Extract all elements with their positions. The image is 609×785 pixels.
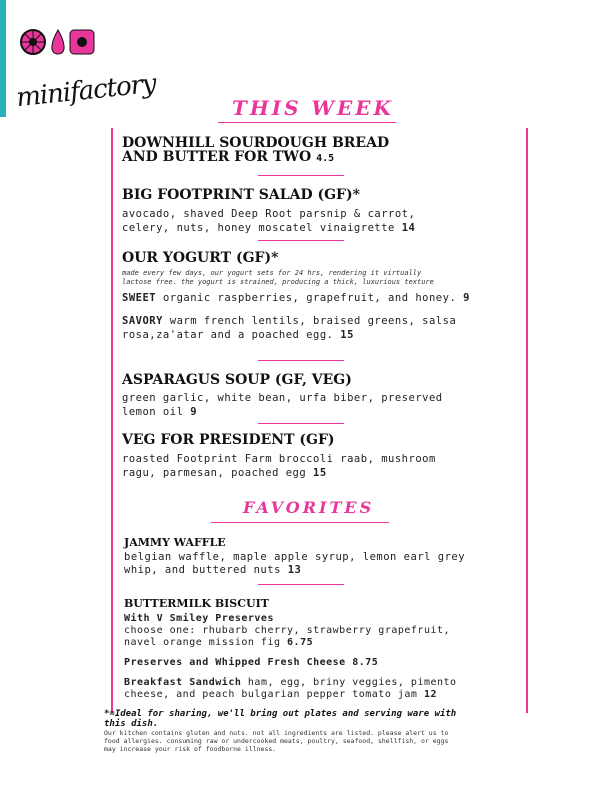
sharing-note-2: this dish. <box>104 719 159 729</box>
item-biscuit-sub1-desc-2 <box>124 636 313 650</box>
section-divider <box>218 122 396 123</box>
item-yogurt-savory-2 <box>122 328 354 342</box>
item-price-bread: 4.5 <box>316 153 335 164</box>
item-title-salad: BIG FOOTPRINT SALAD (GF)* <box>122 187 360 203</box>
item-price-soup: 9 <box>190 406 198 418</box>
item-biscuit-sub3-desc-2: cheese, and peach bulgarian pepper tomato jam <box>124 689 418 700</box>
item-desc-salad-2-text: celery, nuts, honey moscatel vinaigrette <box>122 222 395 234</box>
item-biscuit-sub3-2 <box>124 688 437 702</box>
item-desc-waffle-1: belgian waffle, maple apple syrup, lemon earl grey <box>124 551 466 563</box>
item-desc-salad-2 <box>122 221 415 235</box>
item-title-bread-text: AND BUTTER FOR TWO <box>122 149 312 165</box>
item-biscuit-sub1-title: With V Smiley Preserves <box>124 613 274 624</box>
item-divider <box>258 360 344 361</box>
logo-icons <box>12 20 122 80</box>
section-title-favorites: FAVORITES <box>243 498 375 517</box>
item-yogurt-savory-1 <box>122 314 456 328</box>
item-yogurt-savory-desc-1: warm french lentils, braised greens, salsa <box>169 315 457 327</box>
item-yogurt-sweet <box>122 291 470 305</box>
item-biscuit-sub1-desc-2-text: navel orange mission fig <box>124 637 281 648</box>
logo-wordmark: minifactory <box>14 68 158 114</box>
item-desc-veg-2-text: ragu, parmesan, poached egg <box>122 467 307 479</box>
section-title-this-week: THIS WEEK <box>232 96 394 120</box>
teal-edge-bar <box>0 0 6 117</box>
item-price-waffle: 13 <box>287 564 302 576</box>
frame-left-border <box>111 128 113 713</box>
item-divider <box>258 423 344 424</box>
section-divider <box>211 522 389 523</box>
item-divider <box>258 240 344 241</box>
item-desc-soup-2-text: lemon oil <box>122 406 184 418</box>
sharing-note-1: *=Ideal for sharing, we'll bring out plates and serving ware with <box>104 709 457 719</box>
item-desc-waffle-2-text: whip, and buttered nuts <box>124 564 281 576</box>
item-biscuit-sub3-label: Breakfast Sandwich <box>124 677 242 688</box>
item-desc-soup-1: green garlic, white bean, urfa biber, preserved <box>122 392 443 404</box>
item-price-biscuit-sub2: 8.75 <box>352 657 379 668</box>
item-title-soup: ASPARAGUS SOUP (GF, VEG) <box>122 372 352 388</box>
item-yogurt-savory-label: SAVORY <box>122 315 163 327</box>
item-yogurt-sweet-label: SWEET <box>122 292 157 304</box>
item-desc-veg-1: roasted Footprint Farm broccoli raab, mushroom <box>122 453 436 465</box>
item-yogurt-savory-desc-2: rosa,za'atar and a poached egg. <box>122 329 334 341</box>
item-title-waffle: JAMMY WAFFLE <box>124 536 226 549</box>
item-price-biscuit-sub1: 6.75 <box>287 637 314 648</box>
disclaimer-line-1: Our kitchen contains gluten and nuts. not all ingredients are listed. please alert us to <box>104 729 449 737</box>
frame-right-border <box>526 128 528 713</box>
item-price-salad: 14 <box>401 222 416 234</box>
item-price-biscuit-sub3: 12 <box>423 689 438 700</box>
item-yogurt-sweet-desc: organic raspberries, grapefruit, and honey. <box>162 292 457 304</box>
item-biscuit-sub2-title: Preserves and Whipped Fresh Cheese <box>124 657 346 668</box>
disclaimer-line-2: food allergies. consuming raw or undercooked meats, poultry, seafood, shellfish, or eggs <box>104 737 449 745</box>
logo <box>12 20 158 114</box>
item-title-yogurt: OUR YOGURT (GF)* <box>122 250 279 266</box>
item-title-biscuit: BUTTERMILK BISCUIT <box>124 597 269 610</box>
item-divider <box>258 584 344 585</box>
item-biscuit-sub2 <box>124 656 378 670</box>
item-note-yogurt-1: made every few days, our yogurt sets for 24 hrs, rendering it virtually <box>122 269 422 277</box>
item-price-yogurt-savory: 15 <box>340 329 354 341</box>
item-price-veg: 15 <box>313 467 327 479</box>
item-title-veg: VEG FOR PRESIDENT (GF) <box>122 432 335 448</box>
item-desc-waffle-2 <box>124 563 301 577</box>
item-title-bread-1: DOWNHILL SOURDOUGH BREAD <box>122 135 390 151</box>
item-title-bread-2 <box>122 150 334 166</box>
item-note-yogurt-2: lactose free. the yogurt is strained, producing a thick, luxurious texture <box>122 278 434 286</box>
item-desc-veg-2 <box>122 466 327 480</box>
item-divider <box>258 175 344 176</box>
item-desc-salad-1: avocado, shaved Deep Root parsnip & carrot, <box>122 208 416 220</box>
item-biscuit-sub1-desc-1: choose one: rhubarb cherry, strawberry grapefruit, <box>124 625 451 636</box>
item-desc-soup-2 <box>122 405 197 419</box>
allergy-disclaimer <box>104 729 524 753</box>
item-biscuit-sub3-desc-1: ham, egg, briny veggies, pimento <box>247 677 457 688</box>
item-price-yogurt-sweet: 9 <box>463 292 470 304</box>
disclaimer-line-3: may increase your risk of foodborne illness. <box>104 745 277 753</box>
